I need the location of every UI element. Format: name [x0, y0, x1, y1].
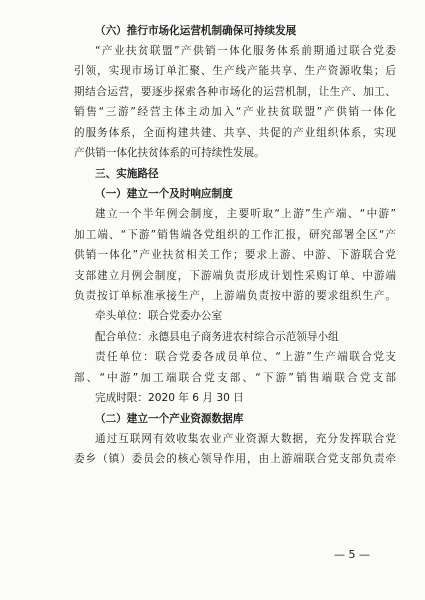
body-line: 负责按订单标准承接生产，上游端负责按中游的要求组织生产。 — [74, 290, 396, 302]
body-line: 供销一体化”产业扶贫相关工作；要求上游、中游、下游联合党 — [74, 249, 396, 261]
body-line: 支部建立月例会制度，下游端负责形成计划性采购订单、中游端 — [74, 270, 396, 282]
body-line: 加工端、“下游”销售端各党组织的工作汇报，研究部署全区“产 — [74, 229, 396, 241]
support-unit-line: 配合单位：永德县电子商务进农村综合示范领导小组 — [95, 331, 339, 343]
deadline-line: 完成时限：2020 年 6 月 30 日 — [95, 392, 244, 404]
section-heading-3: 三、实施路径 — [95, 168, 159, 180]
page-number: — 5 — — [334, 548, 370, 561]
body-line: 期结合运营，要逐步探索各种市场化的运营机制，让生产、加工、 — [74, 86, 396, 98]
lead-unit-line: 牵头单位：联合党委办公室 — [95, 310, 223, 322]
section-heading-6: （六）推行市场化运营机制确保可持续发展 — [95, 25, 297, 37]
body-line: “产业扶贫联盟”产供销一体化服务体系前期通过联合党委 — [95, 45, 396, 57]
responsible-unit-line: 责任单位：联合党委各成员单位、“上游”生产端联合党支 — [95, 351, 396, 363]
body-line: 建立一个半年例会制度，主要听取“上游”生产端、“中游” — [95, 208, 396, 220]
responsible-unit-line-cont: 部、“中游”加工端联合党支部、“下游”销售端联合党支部 — [74, 372, 396, 384]
body-line: 销售“三游”经营主体主动加入“产业扶贫联盟”产供销一体化 — [74, 106, 396, 118]
subsection-heading-2: （二）建立一个产业资源数据库 — [95, 413, 244, 425]
subsection-heading-1: （一）建立一个及时响应制度 — [95, 188, 233, 200]
body-line: 委乡（镇）委员会的核心领导作用，由上游端联合党支部负责牵 — [74, 453, 396, 465]
body-line: 引领，实现市场订单汇聚、生产线产能共享、生产资源收集；后 — [74, 65, 396, 77]
body-line: 产供销一体化扶贫体系的可持续性发展。 — [74, 147, 265, 159]
body-line: 的服务体系，全面构建共建、共享、共促的产业组织体系，实现 — [74, 127, 396, 139]
body-line: 通过互联网有效收集农业产业资源大数据，充分发挥联合党 — [95, 433, 396, 445]
